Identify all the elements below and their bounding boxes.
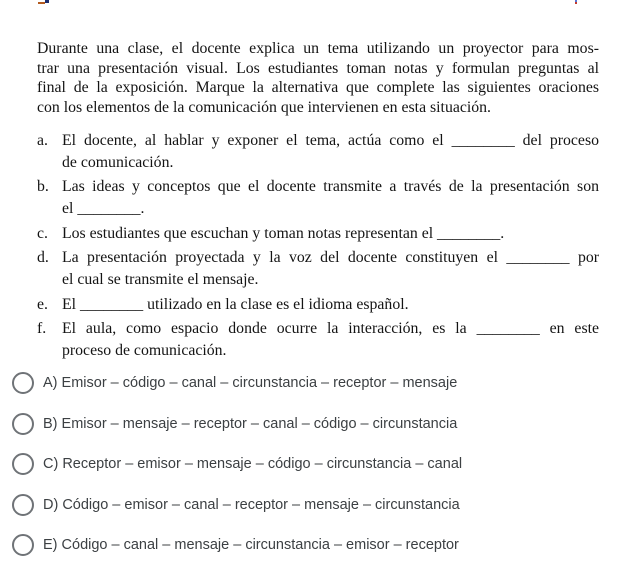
item-line: proceso de comunicación.	[62, 342, 227, 360]
item-line: Las ideas y conceptos que el docente transmite a través de la presentación son	[62, 178, 599, 196]
item-line: Los estudiantes que escuchan y toman notas representan el ________.	[62, 224, 505, 242]
intro-line: con los elementos de la comunicación que intervienen en esta situación.	[37, 99, 492, 117]
item-text	[62, 130, 599, 174]
item-text	[62, 318, 599, 362]
cropped-artifact-top-left	[38, 2, 45, 4]
item-line: de comunicación.	[62, 153, 174, 171]
item-line: El docente, al hablar y exponer el tema, actúa como el ________ del proceso	[62, 131, 599, 149]
item-f	[37, 318, 599, 362]
answer-options	[12, 372, 608, 566]
radio-button-c[interactable]	[12, 453, 34, 475]
option-label-a: A) Emisor – código – canal – circunstancia – receptor – mensaje	[43, 375, 458, 391]
item-line: el ________.	[62, 200, 145, 218]
item-line: El ________ utilizado en la clase es el idioma español.	[62, 295, 409, 313]
option-row-a[interactable]	[12, 372, 608, 394]
radio-button-a[interactable]	[12, 372, 34, 394]
item-line: La presentación proyectada y la voz del docente constituyen el ________ por	[62, 249, 599, 267]
item-label: a.	[37, 131, 48, 149]
cropped-artifact-top-right-dot	[575, 2, 577, 4]
item-d	[37, 247, 599, 291]
item-label: c.	[37, 224, 48, 242]
option-row-d[interactable]	[12, 494, 608, 516]
fill-blank-items	[37, 130, 599, 363]
radio-button-b[interactable]	[12, 413, 34, 435]
option-row-c[interactable]	[12, 453, 608, 475]
item-line: El aula, como espacio donde ocurre la interacción, es la ________ en este	[62, 320, 599, 338]
radio-button-d[interactable]	[12, 494, 34, 516]
item-label: f.	[37, 320, 47, 338]
intro-line: final de la exposición. Marque la alternativa que complete las siguientes oraciones	[37, 79, 599, 97]
option-label-c: C) Receptor – emisor – mensaje – código – circunstancia – canal	[43, 456, 463, 472]
item-e	[37, 294, 599, 316]
item-a	[37, 130, 599, 174]
item-c	[37, 223, 599, 245]
item-b	[37, 176, 599, 220]
option-label-d: D) Código – emisor – canal – receptor – mensaje – circunstancia	[43, 496, 460, 513]
intro-line: Durante una clase, el docente explica un tema utilizando un proyector para mos-	[37, 40, 599, 57]
option-row-b[interactable]	[12, 413, 608, 435]
intro-line: trar una presentación visual. Los estudiantes toman notas y formulan preguntas al	[37, 59, 599, 77]
item-label: b.	[37, 178, 49, 196]
item-text	[62, 294, 599, 316]
option-row-e[interactable]	[12, 534, 608, 556]
item-text	[62, 223, 599, 245]
question-intro	[37, 39, 599, 118]
item-label: d.	[37, 249, 49, 267]
cropped-artifact-top-left-dot	[45, 0, 49, 3]
item-label: e.	[37, 295, 48, 313]
item-text	[62, 176, 599, 220]
item-line: el cual se transmite el mensaje.	[62, 271, 259, 289]
option-label-b: B) Emisor – mensaje – receptor – canal – código – circunstancia	[43, 415, 458, 432]
radio-button-e[interactable]	[12, 534, 34, 556]
option-label-e: E) Código – canal – mensaje – circunstancia – emisor – receptor	[43, 537, 459, 553]
item-text	[62, 247, 599, 291]
question-body	[37, 39, 599, 365]
